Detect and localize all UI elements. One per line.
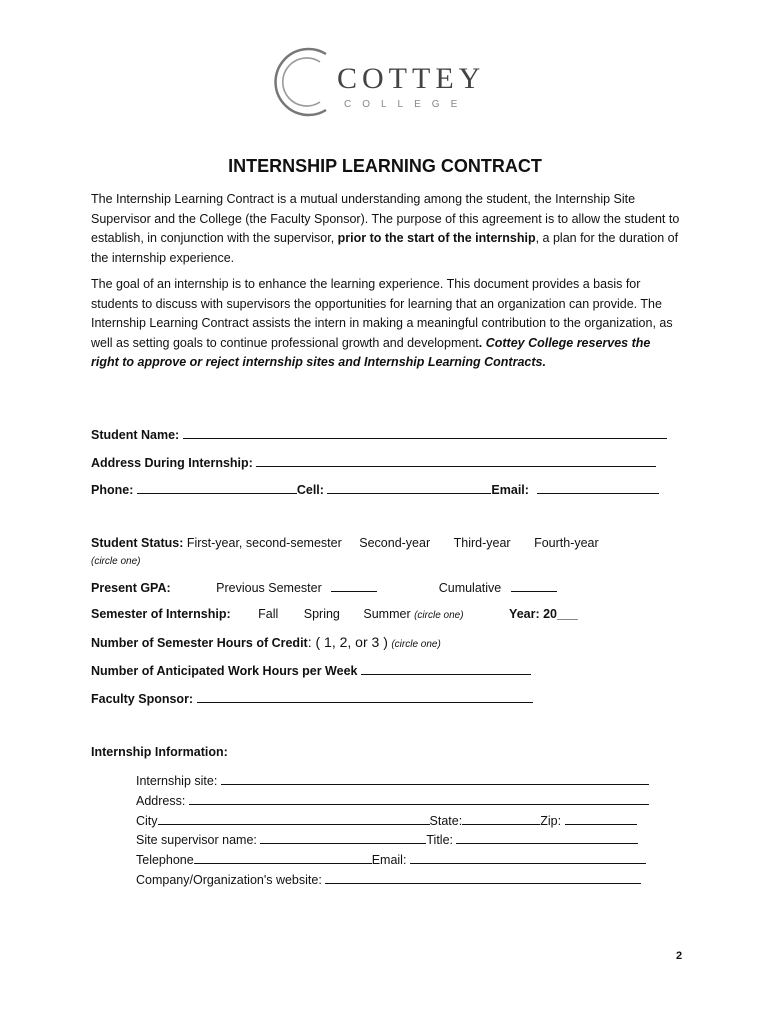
phone-field[interactable] — [137, 481, 297, 494]
supervisor-label: Site supervisor name: — [136, 833, 257, 847]
email-label: Email: — [491, 483, 529, 497]
faculty-sponsor-row — [91, 690, 533, 706]
faculty-sponsor-label: Faculty Sponsor: — [91, 692, 194, 706]
city-label: City — [136, 814, 158, 828]
cell-field[interactable] — [327, 481, 491, 494]
semester-label: Semester of Internship: — [91, 607, 231, 621]
work-hours-field[interactable] — [361, 662, 531, 675]
internship-site-row — [136, 772, 649, 788]
status-option-second-year[interactable]: Second-year — [359, 536, 431, 550]
semester-option-summer[interactable]: Summer — [363, 607, 411, 621]
status-option-third-year[interactable]: Third-year — [453, 536, 511, 550]
internship-site-label: Internship site: — [136, 774, 218, 788]
intro-text-end: , a plan for the duration of the internship experience. — [91, 231, 679, 265]
intro-paragraph — [91, 190, 681, 268]
status-option-fourth-year[interactable]: Fourth-year — [534, 536, 599, 550]
address-field[interactable] — [256, 454, 656, 467]
semester-option-spring[interactable]: Spring — [303, 607, 340, 621]
internship-site-field[interactable] — [221, 772, 649, 785]
student-name-label: Student Name: — [91, 428, 180, 442]
page-title: INTERNSHIP LEARNING CONTRACT — [228, 156, 542, 176]
internship-info-heading: Internship Information: — [91, 745, 228, 759]
cell-label: Cell: — [296, 483, 324, 497]
credit-hours-row — [91, 634, 441, 650]
website-label: Company/Organization's website: — [136, 873, 322, 887]
student-name-field[interactable] — [183, 426, 667, 439]
logo-c-mark-icon — [268, 42, 338, 122]
website-field[interactable] — [325, 871, 641, 884]
website-row — [136, 871, 641, 887]
goal-bold-italic-text: Cottey College reserves the right to approve or reject internship sites and Internship Learning Contracts. — [91, 335, 651, 369]
work-hours-row — [91, 662, 531, 678]
credit-hours-label: Number of Semester Hours of Credit — [91, 636, 308, 650]
zip-field[interactable] — [565, 812, 637, 825]
site-address-row — [136, 792, 649, 808]
semester-option-fall[interactable]: Fall — [258, 607, 279, 621]
status-option-first-year[interactable]: First-year, second-semester — [186, 536, 342, 550]
semester-row — [91, 607, 578, 621]
work-hours-label: Number of Anticipated Work Hours per Week — [91, 664, 358, 678]
phone-label: Phone: — [91, 483, 134, 497]
telephone-label: Telephone — [136, 853, 194, 867]
state-label: State: — [429, 814, 463, 828]
supervisor-field[interactable] — [260, 831, 426, 844]
previous-semester-field[interactable] — [331, 579, 377, 592]
site-email-label: Email: — [371, 853, 407, 867]
cottey-college-logo — [268, 42, 508, 122]
supervisor-row — [136, 831, 638, 847]
email-field[interactable] — [537, 481, 659, 494]
address-row — [91, 454, 656, 470]
cumulative-field[interactable] — [511, 579, 557, 592]
goal-text: The goal of an internship is to enhance the learning experience. This document provides a basis for students to discuss with supervisors the opportunities for learning that an organization can provide. The Internship Learning Contract assists the intern in making a meaningful contribution to the organization, as well as setting goals to continue professional growth and development — [91, 277, 673, 350]
address-label: Address During Internship: — [91, 456, 253, 470]
goal-paragraph — [91, 275, 681, 373]
site-address-field[interactable] — [189, 792, 649, 805]
student-name-row — [91, 426, 667, 442]
telephone-email-row — [136, 851, 646, 867]
credit-circle-one-note: (circle one) — [391, 639, 441, 650]
gpa-label: Present GPA: — [91, 581, 171, 595]
zip-label: Zip: — [540, 814, 562, 828]
supervisor-title-label: Title: — [426, 833, 453, 847]
student-status-label: Student Status: — [91, 536, 184, 550]
phone-row — [91, 481, 659, 497]
site-address-label: Address: — [136, 794, 186, 808]
city-field[interactable] — [158, 812, 430, 825]
logo-wordmark: COTTEY — [337, 62, 486, 95]
site-email-field[interactable] — [410, 851, 646, 864]
semester-circle-one-note: (circle one) — [414, 610, 464, 621]
credit-hours-options[interactable]: : ( 1, 2, or 3 ) — [307, 634, 388, 650]
cumulative-label: Cumulative — [438, 581, 502, 595]
page-number: 2 — [676, 950, 683, 962]
faculty-sponsor-field[interactable] — [197, 690, 533, 703]
intro-text: The Internship Learning Contract is a mutual understanding among the student, the Internship Site Supervisor and the College (the Faculty Sponsor). The purpose of this agreement is to allow the student to establish, in conjunction with the supervisor, — [91, 192, 680, 245]
supervisor-title-field[interactable] — [456, 831, 638, 844]
city-state-zip-row — [136, 812, 637, 828]
intro-bold-text: prior to the start of the internship — [337, 231, 536, 245]
status-circle-one-note: (circle one) — [91, 556, 141, 567]
state-field[interactable] — [462, 812, 540, 825]
goal-bold-dot: . — [478, 335, 483, 350]
year-field[interactable]: Year: 20___ — [509, 607, 578, 621]
gpa-row — [91, 579, 557, 595]
logo-subtext: COLLEGE — [344, 99, 469, 110]
student-status-row — [91, 536, 599, 550]
previous-semester-label: Previous Semester — [216, 581, 322, 595]
telephone-field[interactable] — [194, 851, 372, 864]
